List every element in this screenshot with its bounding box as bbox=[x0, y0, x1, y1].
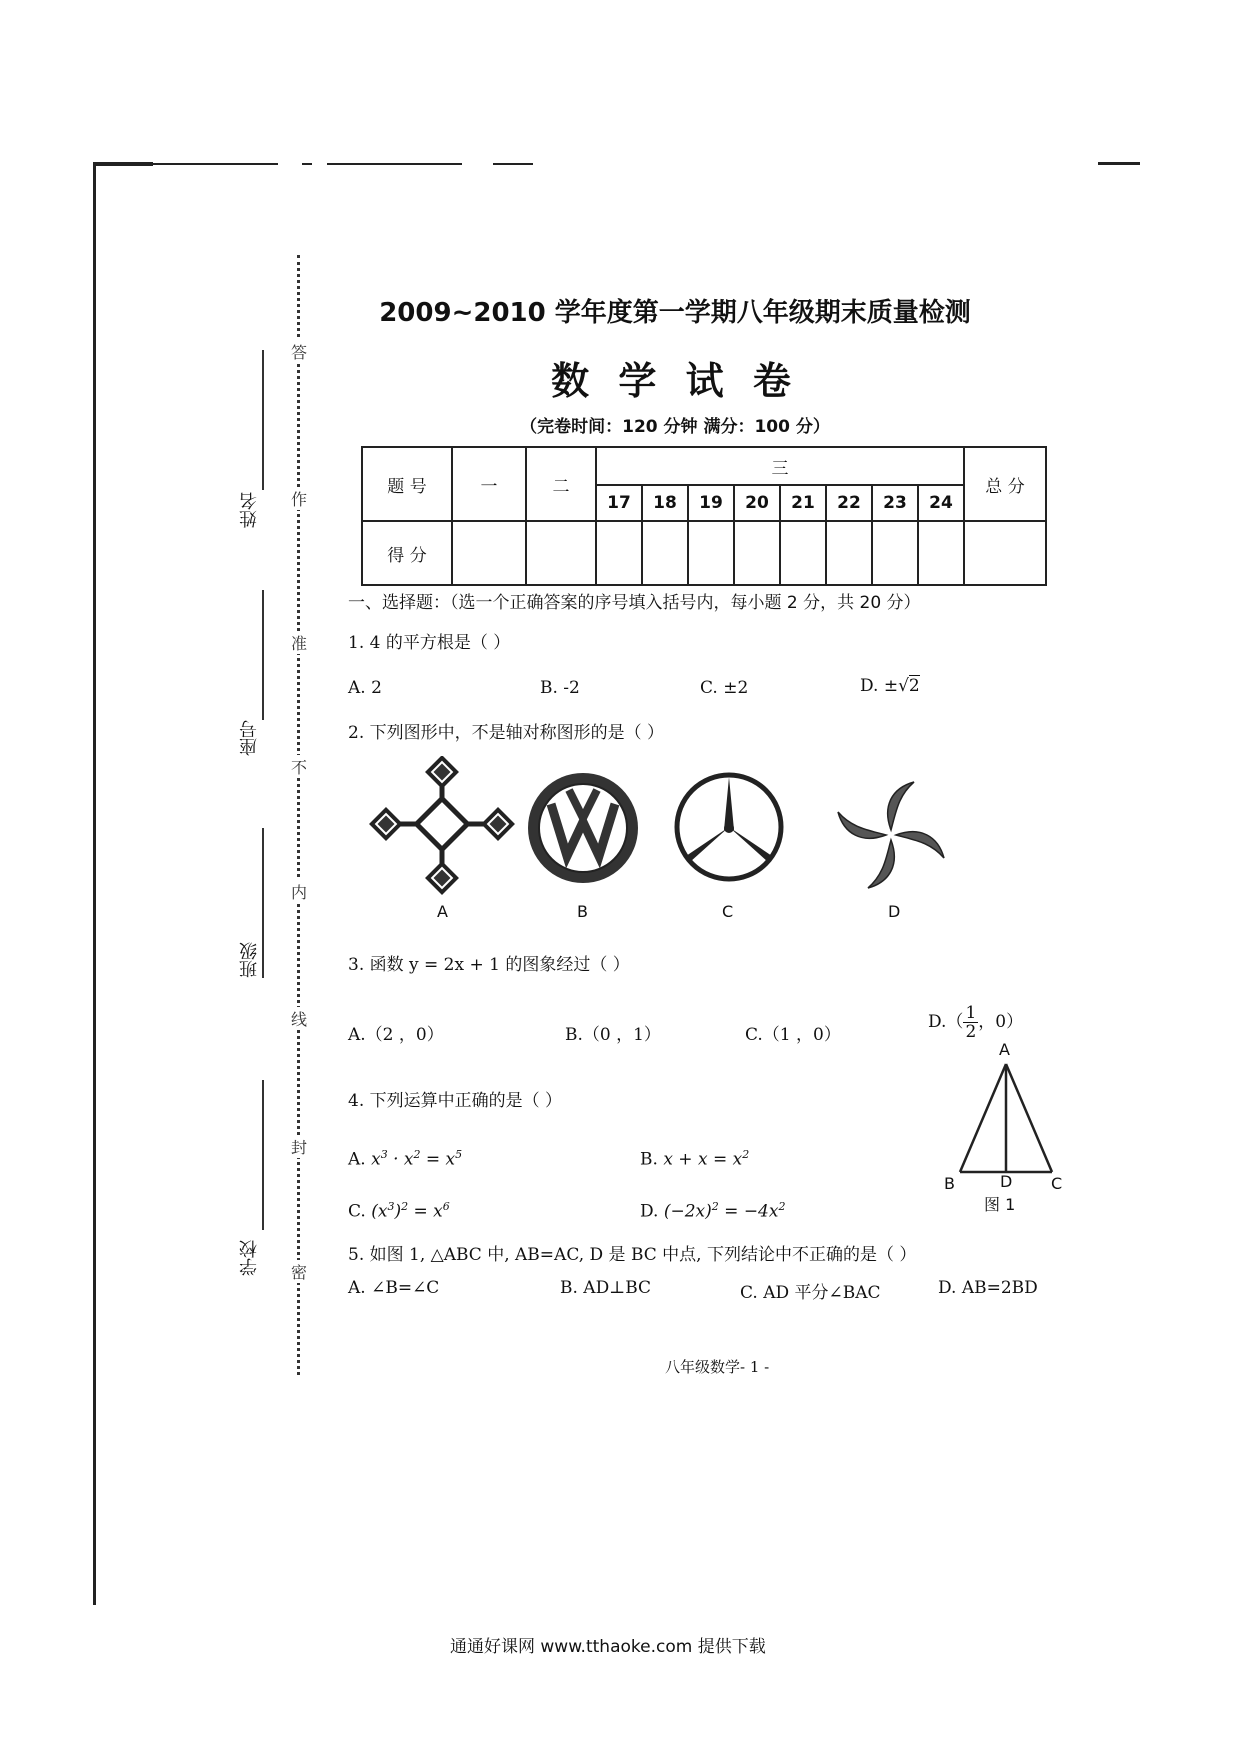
class-label: 班级 bbox=[239, 942, 260, 978]
figure-1-caption: 图 1 bbox=[984, 1195, 1016, 1214]
seal-char: 准 bbox=[286, 631, 312, 654]
part2-header: 二 bbox=[526, 447, 596, 521]
figure-a-diamond-cross bbox=[362, 756, 522, 906]
part3-header: 三 bbox=[596, 447, 964, 485]
q1-option-b: B. -2 bbox=[540, 678, 580, 698]
figure-1-triangle bbox=[950, 1060, 1070, 1180]
q5-option-c: C. AD 平分∠BAC bbox=[740, 1283, 881, 1303]
q5-option-d: D. AB=2BD bbox=[938, 1278, 1038, 1298]
source-footer: 通通好课网 www.tthaoke.com 提供下载 bbox=[450, 1637, 766, 1657]
subject-title: 数 学 试 卷 bbox=[551, 359, 799, 403]
figure-1-vertex-c: C bbox=[1051, 1174, 1063, 1193]
figure-1-vertex-a: A bbox=[999, 1040, 1010, 1059]
score-table bbox=[361, 446, 1047, 586]
seal-char: 内 bbox=[286, 880, 312, 903]
score-cell bbox=[642, 521, 688, 585]
question-2-stem: 2. 下列图形中，不是轴对称图形的是（ ） bbox=[348, 723, 665, 743]
figure-a-label: A bbox=[437, 902, 448, 921]
page-footer: 八年级数学- 1 - bbox=[665, 1358, 770, 1376]
score-cell bbox=[452, 521, 526, 585]
figure-1-vertex-b: B bbox=[944, 1174, 955, 1193]
q4-option-c: C. $(x^3)^2 = x^6$ bbox=[348, 1200, 450, 1222]
q1-option-d bbox=[860, 676, 920, 696]
name-label: 姓名 bbox=[239, 492, 260, 528]
q5-option-a: A. ∠B=∠C bbox=[348, 1278, 440, 1298]
score-cell bbox=[596, 521, 642, 585]
figure-d-label: D bbox=[888, 902, 901, 921]
figure-c-label: C bbox=[722, 902, 734, 921]
question-number: 22 bbox=[826, 485, 872, 521]
score-cell bbox=[872, 521, 918, 585]
q4-option-b: B. $x + x = x^2$ bbox=[640, 1148, 750, 1170]
score-cell bbox=[734, 521, 780, 585]
q1-d-prefix: D. ± bbox=[860, 676, 899, 696]
q4-option-d: D. $(-2x)^2 = -4x^2$ bbox=[640, 1200, 786, 1222]
q4-option-a: A. $x^3 \cdot x^2 = x^5$ bbox=[348, 1148, 463, 1170]
score-cell bbox=[688, 521, 734, 585]
q3-option-c: C.（1 ，0） bbox=[745, 1025, 841, 1045]
seal-char: 密 bbox=[286, 1260, 312, 1283]
school-label: 学校 bbox=[239, 1240, 260, 1276]
seal-char: 不 bbox=[286, 755, 312, 778]
total-header: 总 分 bbox=[964, 447, 1046, 521]
q1-d-radicand: 2 bbox=[908, 676, 920, 696]
exam-info: （完卷时间：120 分钟 满分：100 分） bbox=[520, 417, 830, 437]
scan-line bbox=[493, 163, 533, 165]
question-number: 23 bbox=[872, 485, 918, 521]
question-number: 18 bbox=[642, 485, 688, 521]
seat-label: 座号 bbox=[239, 720, 260, 756]
question-number: 17 bbox=[596, 485, 642, 521]
figure-d-pinwheel bbox=[832, 776, 950, 894]
seal-char: 答 bbox=[286, 340, 312, 363]
question-4-stem: 4. 下列运算中正确的是（ ） bbox=[348, 1091, 563, 1111]
question-number: 24 bbox=[918, 485, 964, 521]
score-cell bbox=[826, 521, 872, 585]
sqrt-symbol: √ bbox=[898, 676, 909, 696]
q1-option-c: C. ±2 bbox=[700, 678, 749, 698]
scan-line bbox=[327, 163, 462, 165]
section-heading: 一、选择题：（选一个正确答案的序号填入括号内，每小题 2 分，共 20 分） bbox=[348, 593, 921, 613]
question-5-stem: 5. 如图 1, △ABC 中, AB=AC, D 是 BC 中点, 下列结论中不正确的是（ ） bbox=[348, 1245, 917, 1265]
scan-line bbox=[153, 163, 278, 165]
q3-d-prefix: D.（ bbox=[928, 1012, 964, 1032]
part1-header: 一 bbox=[452, 447, 526, 521]
figure-c-three-point-star bbox=[672, 770, 786, 884]
q3-option-b: B.（0 ，1） bbox=[565, 1025, 661, 1045]
q1-option-a: A. 2 bbox=[348, 678, 382, 698]
q5-option-b: B. AD⊥BC bbox=[560, 1278, 652, 1298]
scan-line bbox=[302, 163, 312, 165]
figure-1-vertex-d: D bbox=[1000, 1172, 1013, 1191]
seal-char: 线 bbox=[286, 1007, 312, 1030]
question-number: 20 bbox=[734, 485, 780, 521]
table-row-label: 题 号 bbox=[362, 447, 452, 521]
score-cell bbox=[964, 521, 1046, 585]
scan-line bbox=[1098, 162, 1140, 165]
score-cell bbox=[526, 521, 596, 585]
question-1-stem: 1. 4 的平方根是（ ） bbox=[348, 633, 511, 653]
question-number: 19 bbox=[688, 485, 734, 521]
question-3-stem: 3. 函数 y = 2x + 1 的图象经过（ ） bbox=[348, 955, 630, 975]
q3-d-numerator: 1 bbox=[965, 1003, 977, 1023]
seal-char: 封 bbox=[286, 1135, 312, 1158]
seal-char: 作 bbox=[286, 487, 312, 510]
school-underline bbox=[262, 1080, 264, 1230]
score-cell bbox=[918, 521, 964, 585]
q3-d-suffix: ，0） bbox=[978, 1012, 1024, 1032]
question-number: 21 bbox=[780, 485, 826, 521]
q3-option-d bbox=[928, 1004, 1023, 1041]
q3-option-a: A.（2 ，0） bbox=[348, 1025, 444, 1045]
figure-b-vw-logo bbox=[525, 770, 641, 886]
q3-d-fraction bbox=[963, 1004, 978, 1041]
score-cell bbox=[780, 521, 826, 585]
score-row-label: 得 分 bbox=[362, 521, 452, 585]
seat-underline bbox=[262, 590, 264, 720]
scan-line bbox=[93, 162, 153, 166]
figure-b-label: B bbox=[577, 902, 588, 921]
exam-title: 2009~2010 学年度第一学期八年级期末质量检测 bbox=[379, 298, 971, 328]
q3-d-denominator: 2 bbox=[965, 1022, 977, 1042]
